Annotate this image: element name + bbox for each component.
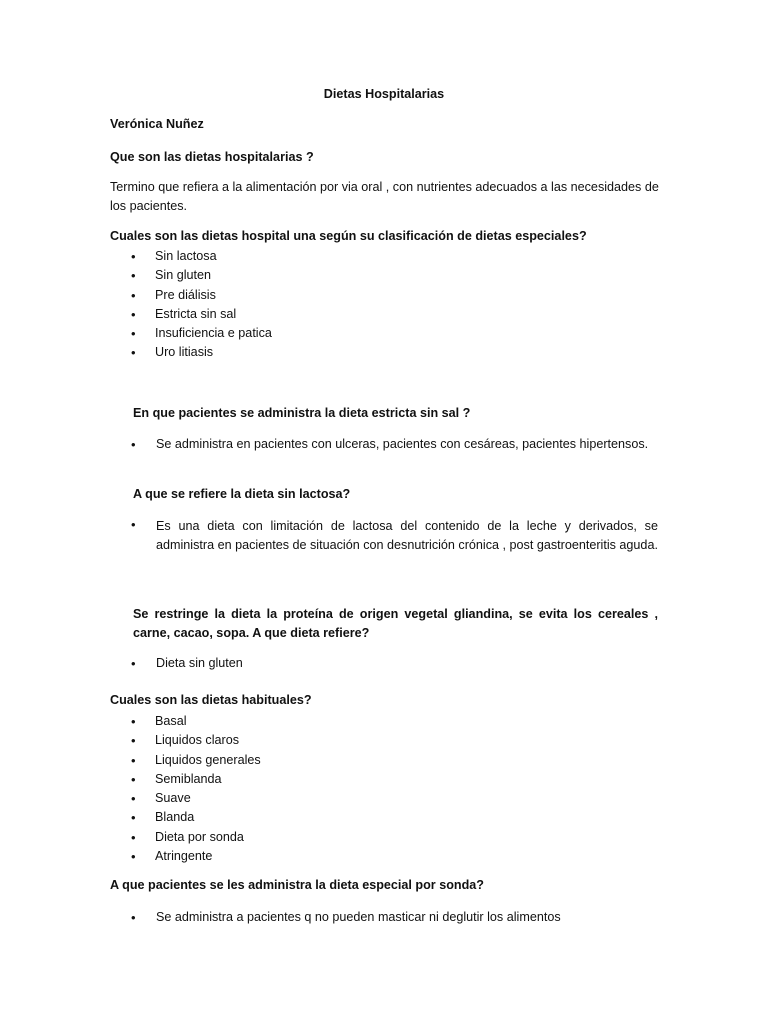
list-item-label: Semiblanda bbox=[155, 771, 222, 786]
bullet-icon: • bbox=[131, 810, 136, 826]
list-item-label: Sin gluten bbox=[155, 268, 212, 283]
list-item bbox=[131, 847, 261, 866]
bullet-icon: • bbox=[131, 268, 136, 284]
list-item bbox=[131, 731, 261, 750]
answer-7: Se administra a pacientes q no pueden masticar ni deglutir los alimentos bbox=[156, 910, 561, 924]
list-item bbox=[131, 266, 272, 285]
list-item-label: Liquidos generales bbox=[155, 752, 261, 767]
list-item bbox=[131, 305, 272, 324]
list-item bbox=[131, 324, 272, 343]
list-item-label: Estricta sin sal bbox=[155, 306, 237, 321]
document-title: Dietas Hospitalarias bbox=[323, 87, 445, 101]
answer-5: Dieta sin gluten bbox=[156, 656, 243, 670]
answer-3: Se administra en pacientes con ulceras, pacientes con cesáreas, pacientes hipertensos. bbox=[156, 437, 649, 451]
list-item-label: Sin lactosa bbox=[155, 249, 217, 263]
list-item bbox=[131, 343, 272, 362]
bullet-icon: • bbox=[131, 714, 136, 729]
bullet-icon: • bbox=[131, 791, 136, 807]
bullet-icon: • bbox=[131, 829, 136, 845]
list-item bbox=[131, 751, 261, 770]
list-item-label: Dieta por sonda bbox=[155, 829, 244, 844]
bullet-icon: • bbox=[131, 517, 136, 532]
list-item bbox=[131, 808, 261, 827]
bullet-icon: • bbox=[131, 326, 136, 342]
list-item-label: Uro litiasis bbox=[155, 345, 214, 360]
bullet-icon: • bbox=[131, 249, 136, 264]
bullet-icon: • bbox=[131, 910, 136, 925]
question-6: Cuales son las dietas habituales? bbox=[110, 693, 312, 707]
question-3: En que pacientes se administra la dieta estricta sin sal ? bbox=[133, 406, 471, 420]
list-item-label: Liquidos claros bbox=[155, 733, 240, 748]
bullet-icon: • bbox=[131, 287, 136, 303]
answer-1: Termino que refiera a la alimentación por via oral , con nutrientes adecuados a las necesidades de los pacientes. bbox=[110, 180, 659, 213]
list-item bbox=[131, 789, 261, 808]
bullet-icon: • bbox=[131, 733, 136, 749]
question-2: Cuales son las dietas hospital una según su clasificación de dietas especiales? bbox=[110, 229, 587, 243]
answer-4: Es una dieta con limitación de lactosa del contenido de la leche y derivados, se administra en pacientes de situación con desnutrición crónica , post gastroenteritis aguda. bbox=[156, 519, 658, 552]
bullet-icon: • bbox=[131, 437, 136, 452]
bullet-icon: • bbox=[131, 849, 136, 865]
special-diets-list bbox=[131, 247, 272, 363]
usual-diets-list bbox=[131, 712, 261, 866]
list-item-label: Insuficiencia e patica bbox=[155, 326, 272, 341]
bullet-icon: • bbox=[131, 771, 136, 787]
list-item bbox=[131, 247, 272, 266]
question-1: Que son las dietas hospitalarias ? bbox=[110, 150, 314, 164]
list-item-label: Atringente bbox=[155, 849, 213, 864]
author-name: Verónica Nuñez bbox=[110, 117, 204, 131]
bullet-icon: • bbox=[131, 306, 136, 322]
bullet-icon: • bbox=[131, 656, 136, 671]
bullet-icon: • bbox=[131, 345, 136, 361]
question-7: A que pacientes se les administra la dieta especial por sonda? bbox=[110, 878, 484, 892]
question-4: A que se refiere la dieta sin lactosa? bbox=[133, 487, 351, 501]
list-item-label: Suave bbox=[155, 791, 191, 806]
list-item bbox=[131, 286, 272, 305]
list-item bbox=[131, 712, 261, 731]
list-item bbox=[131, 828, 261, 847]
list-item-label: Pre diálisis bbox=[155, 287, 216, 302]
question-5: Se restringe la dieta la proteína de origen vegetal gliandina, se evita los cereales , carne, cacao, sopa. A que dieta refiere? bbox=[133, 607, 658, 640]
list-item-label: Blanda bbox=[155, 810, 195, 825]
list-item bbox=[131, 770, 261, 789]
bullet-icon: • bbox=[131, 752, 136, 768]
list-item-label: Basal bbox=[155, 714, 187, 728]
